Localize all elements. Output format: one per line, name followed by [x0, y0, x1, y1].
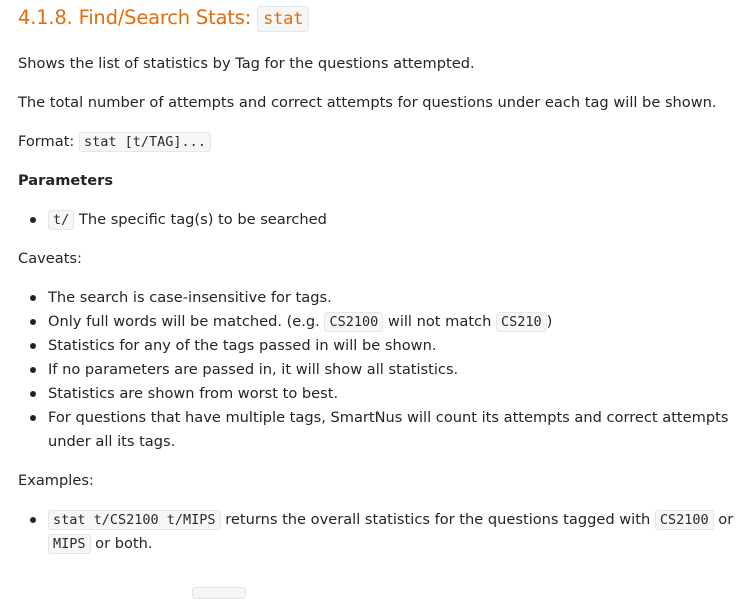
caveat-text: ) — [546, 313, 553, 330]
caveat-text: Statistics for any of the tags passed in will be shown. — [48, 337, 437, 354]
list-item — [48, 334, 736, 358]
description-paragraph: The total number of attempts and correct attempts for questions under each tag will be shown. — [18, 94, 717, 111]
format-label: Format: — [18, 133, 75, 150]
list-item — [48, 358, 736, 382]
heading-command-code: stat — [257, 6, 309, 32]
inline-code: CS2100 — [324, 312, 383, 332]
caveat-text: Only full words will be matched. (e.g. — [48, 313, 320, 330]
example-text: or — [718, 511, 734, 528]
inline-code: CS2100 — [655, 510, 714, 530]
example-text: or both. — [95, 535, 153, 552]
caveat-text: will not match — [387, 313, 492, 330]
inline-code: CS210 — [496, 312, 547, 332]
list-item — [48, 508, 736, 556]
caveat-text: The search is case-insensitive for tags. — [48, 289, 332, 306]
parameters-list — [18, 208, 736, 232]
parameter-code: t/ — [48, 210, 74, 230]
list-item — [48, 208, 736, 232]
caveat-text: Statistics are shown from worst to best. — [48, 385, 339, 402]
examples-heading: Examples: — [18, 472, 94, 489]
example-code: stat t/CS2100 t/MIPS — [48, 510, 221, 530]
list-item — [48, 382, 736, 406]
examples-list — [18, 508, 736, 556]
parameters-heading: Parameters — [18, 172, 114, 189]
list-item — [48, 310, 736, 334]
parameter-text: The specific tag(s) to be searched — [78, 211, 327, 228]
list-item — [48, 286, 736, 310]
truncated-inline-code — [192, 587, 246, 599]
example-text: returns the overall statistics for the questions tagged with — [225, 511, 651, 528]
list-item — [48, 406, 736, 454]
inline-code: MIPS — [48, 534, 91, 554]
heading-title: 4.1.8. Find/Search Stats: — [18, 6, 252, 29]
intro-paragraph: Shows the list of statistics by Tag for the questions attempted. — [18, 55, 475, 72]
format-line — [18, 130, 211, 154]
section-heading — [18, 6, 309, 29]
format-code: stat [t/TAG]... — [79, 132, 211, 152]
caveat-text: If no parameters are passed in, it will show all statistics. — [48, 361, 459, 378]
caveats-heading: Caveats: — [18, 250, 82, 267]
caveat-text: For questions that have multiple tags, SmartNus will count its attempts and correct attempts under all its tags. — [48, 409, 729, 450]
caveats-list — [18, 286, 736, 454]
